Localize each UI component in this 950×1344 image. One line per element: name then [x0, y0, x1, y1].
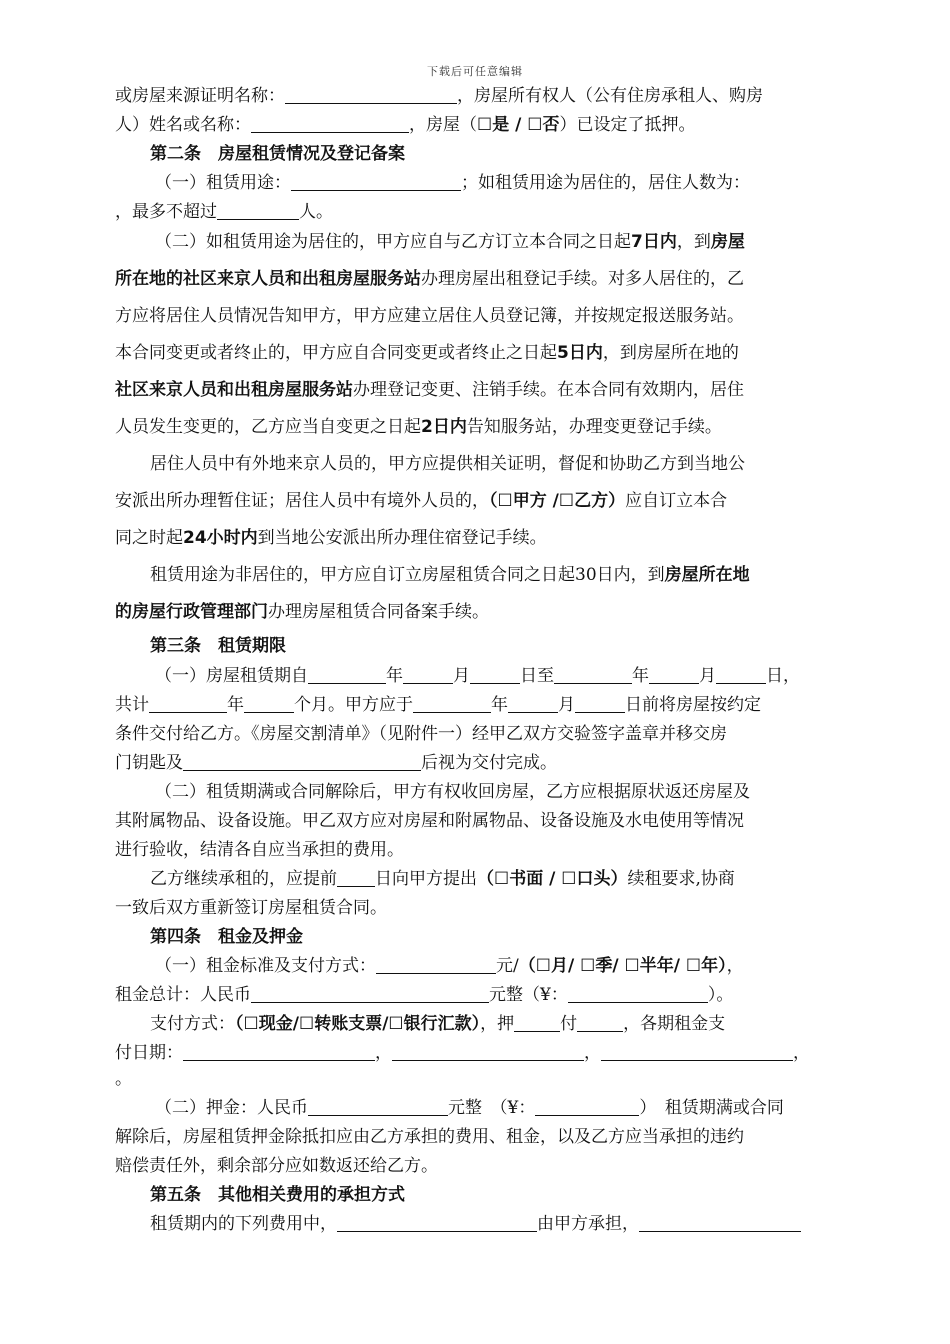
blank-field[interactable]: [285, 85, 457, 104]
text: 日，: [766, 666, 800, 686]
text: ，最多不超过: [115, 202, 217, 222]
line-25: [155, 953, 875, 979]
text: 安派出所办理暂住证；居住人员中有境外人员的，: [115, 491, 489, 511]
line-5: [155, 229, 875, 255]
line-17: [115, 692, 835, 718]
line-7: 方应将居住人员情况告知甲方，甲方应建立居住人员登记簿，并按规定报送服务站。: [115, 306, 744, 326]
blank-field[interactable]: [577, 1013, 623, 1032]
blank-field[interactable]: [251, 114, 409, 133]
text: 个月。甲方应于: [294, 695, 413, 715]
page-header: 下载后可任意编辑: [427, 65, 523, 78]
text: 共计: [115, 695, 149, 715]
text: 年: [386, 666, 403, 686]
text: 的房屋行政管理部门: [115, 602, 268, 622]
text: ，: [793, 1043, 810, 1063]
line-20: （二）租赁期满或合同解除后，甲方有权收回房屋，乙方应根据原状返还房屋及: [155, 782, 750, 802]
text: 续租要求,协商: [627, 869, 735, 889]
line-29: 。: [115, 1069, 132, 1089]
article-2-heading: 第二条 房屋租赁情况及登记备案: [150, 144, 405, 164]
blank-field[interactable]: [149, 694, 227, 713]
line-16: [155, 663, 875, 689]
line-2: [115, 112, 835, 138]
text: 社区来京人员和出租房屋服务站: [115, 380, 353, 400]
text: ，房屋所有权人（公有住房承租人、购房: [457, 86, 763, 106]
text: ，房屋（: [409, 115, 477, 135]
text: 租金总计：人民币: [115, 985, 251, 1005]
blank-field[interactable]: [649, 665, 699, 684]
text: 人员发生变更的，乙方应当自变更之日起: [115, 417, 421, 437]
text: 乙方继续承租的，应提前: [150, 869, 337, 889]
line-11: 居住人员中有外地来京人员的，甲方应提供相关证明，督促和协助乙方到当地公: [150, 454, 745, 474]
blank-field[interactable]: [392, 1042, 584, 1061]
line-10: [115, 414, 835, 440]
text: 年: [227, 695, 244, 715]
article-5-heading: 第五条 其他相关费用的承担方式: [150, 1185, 405, 1205]
text: 元/: [496, 956, 519, 976]
text: 日至: [520, 666, 554, 686]
text: 2日内: [421, 417, 467, 437]
line-15: [115, 599, 835, 625]
blank-field[interactable]: [716, 665, 766, 684]
line-22: 进行验收，结清各自应当承担的费用。: [115, 840, 404, 860]
line-9: [115, 377, 835, 403]
text: 同之时起: [115, 528, 183, 548]
text: 年: [632, 666, 649, 686]
registrant-checkbox-group[interactable]: （☐甲方 /☐乙方）: [489, 491, 626, 511]
line-26: [115, 982, 835, 1008]
text: 门钥匙及: [115, 753, 183, 773]
line-1: [115, 83, 835, 109]
line-21: 其附属物品、设备设施。甲乙双方应对房屋和附属物品、设备设施及水电使用等情况: [115, 811, 744, 831]
text: 告知服务站，办理变更登记手续。: [466, 417, 722, 437]
text: ，到: [676, 232, 711, 252]
text: 5日内: [557, 343, 603, 363]
blank-field[interactable]: [470, 665, 520, 684]
text: ）已设定了抵押。: [559, 115, 696, 135]
line-6: [115, 266, 835, 292]
text: 年: [491, 695, 508, 715]
line-12: [115, 488, 835, 514]
blank-field[interactable]: [308, 1097, 448, 1116]
blank-field[interactable]: [601, 1042, 793, 1061]
line-23: [150, 866, 870, 892]
blank-field[interactable]: [291, 172, 461, 191]
blank-field[interactable]: [514, 1013, 560, 1032]
text: 日前将房屋按约定: [625, 695, 761, 715]
text: ，押: [480, 1014, 515, 1034]
blank-field[interactable]: [568, 984, 708, 1003]
text: 或房屋来源证明名称：: [115, 86, 285, 106]
text: 月: [453, 666, 470, 686]
line-28: [115, 1040, 835, 1066]
text: 7日内: [631, 232, 677, 252]
text: 租赁用途为非居住的，甲方应自订立房屋租赁合同之日起30日内，到: [150, 565, 665, 585]
blank-field[interactable]: [217, 201, 299, 220]
text: 月: [699, 666, 716, 686]
blank-field[interactable]: [308, 665, 386, 684]
text: （一）租赁用途：: [155, 173, 291, 193]
text: ，到房屋所在地的: [602, 343, 739, 363]
text: 付: [560, 1014, 578, 1034]
blank-field[interactable]: [337, 1213, 537, 1232]
blank-field[interactable]: [413, 694, 491, 713]
text: 办理登记变更、注销手续。在本合同有效期内，居住: [353, 380, 744, 400]
line-30: [155, 1095, 875, 1121]
line-33: [150, 1211, 870, 1237]
text: 支付方式：: [150, 1014, 235, 1034]
text: （一）房屋租赁期自: [155, 666, 308, 686]
text: 月: [558, 695, 575, 715]
text: ）。: [707, 985, 734, 1005]
line-27: [150, 1011, 870, 1037]
line-14: [150, 562, 870, 588]
line-4: [115, 199, 835, 225]
line-8: [115, 340, 835, 366]
blank-field[interactable]: [554, 665, 632, 684]
line-32: 赔偿责任外，剩余部分应如数返还给乙方。: [115, 1156, 438, 1176]
text: （二）押金：人民币: [155, 1098, 308, 1118]
text: ，: [726, 956, 744, 976]
text: 房屋所在地: [664, 565, 750, 585]
text: 24小时内: [183, 528, 258, 548]
text: 到当地公安派出所办理住宿登记手续。: [257, 528, 547, 548]
text: 办理房屋出租登记手续。对多人居住的，乙: [421, 269, 744, 289]
line-19: [115, 750, 835, 776]
mortgage-checkbox-group[interactable]: ☐是 / ☐否: [477, 115, 560, 135]
blank-field[interactable]: [244, 694, 294, 713]
text: ，: [375, 1043, 392, 1063]
text: 元整（¥：: [489, 985, 568, 1005]
blank-field[interactable]: [535, 1097, 639, 1116]
text: （一）租金标准及支付方式：: [155, 956, 376, 976]
blank-field[interactable]: [183, 752, 421, 771]
text: 应自订立本合: [625, 491, 728, 511]
line-18: 条件交付给乙方。《房屋交割清单》（见附件一）经甲乙双方交验签字盖章并移交房: [115, 724, 727, 744]
text: ，: [584, 1043, 601, 1063]
text: 办理房屋租赁合同备案手续。: [268, 602, 489, 622]
line-13: [115, 525, 835, 551]
text: 房屋: [710, 232, 745, 252]
text: ，各期租金支: [623, 1014, 726, 1034]
text: 付日期：: [115, 1043, 183, 1063]
line-31: 解除后，房屋租赁押金除抵扣应由乙方承担的费用、租金，以及乙方应当承担的违约: [115, 1127, 744, 1147]
text: 日向甲方提出: [375, 869, 477, 889]
blank-field[interactable]: [403, 665, 453, 684]
text: 租赁期内的下列费用中，: [150, 1214, 337, 1234]
line-3: [155, 170, 875, 196]
blank-field[interactable]: [639, 1213, 801, 1232]
blank-field[interactable]: [376, 955, 496, 974]
text: 人）姓名或名称：: [115, 115, 251, 135]
blank-field[interactable]: [337, 868, 375, 887]
renewal-checkbox-group[interactable]: （☐书面 / ☐口头）: [477, 869, 628, 889]
text: ） 租赁期满或合同: [639, 1098, 784, 1118]
blank-field[interactable]: [183, 1042, 375, 1061]
article-3-heading: 第三条 租赁期限: [150, 636, 286, 656]
text: 后视为交付完成。: [421, 753, 557, 773]
blank-field[interactable]: [251, 984, 489, 1003]
text: 所在地的社区来京人员和出租房屋服务站: [115, 269, 421, 289]
text: ；如租赁用途为居住的，居住人数为：: [461, 173, 750, 193]
article-4-heading: 第四条 租金及押金: [150, 927, 303, 947]
blank-field[interactable]: [508, 694, 558, 713]
text: 由甲方承担，: [537, 1214, 639, 1234]
rent-period-checkbox-group[interactable]: （☐月/ ☐季/ ☐半年/ ☐年）: [518, 956, 727, 976]
text: 元整 （¥：: [448, 1098, 536, 1118]
text: （二）如租赁用途为居住的，甲方应自与乙方订立本合同之日起: [155, 232, 631, 252]
line-24: 一致后双方重新签订房屋租赁合同。: [115, 898, 387, 918]
payment-method-checkbox-group[interactable]: （☐现金/☐转账支票/☐银行汇款）: [235, 1014, 481, 1034]
blank-field[interactable]: [575, 694, 625, 713]
text: 本合同变更或者终止的，甲方应自合同变更或者终止之日起: [115, 343, 557, 363]
text: 人。: [299, 202, 333, 222]
